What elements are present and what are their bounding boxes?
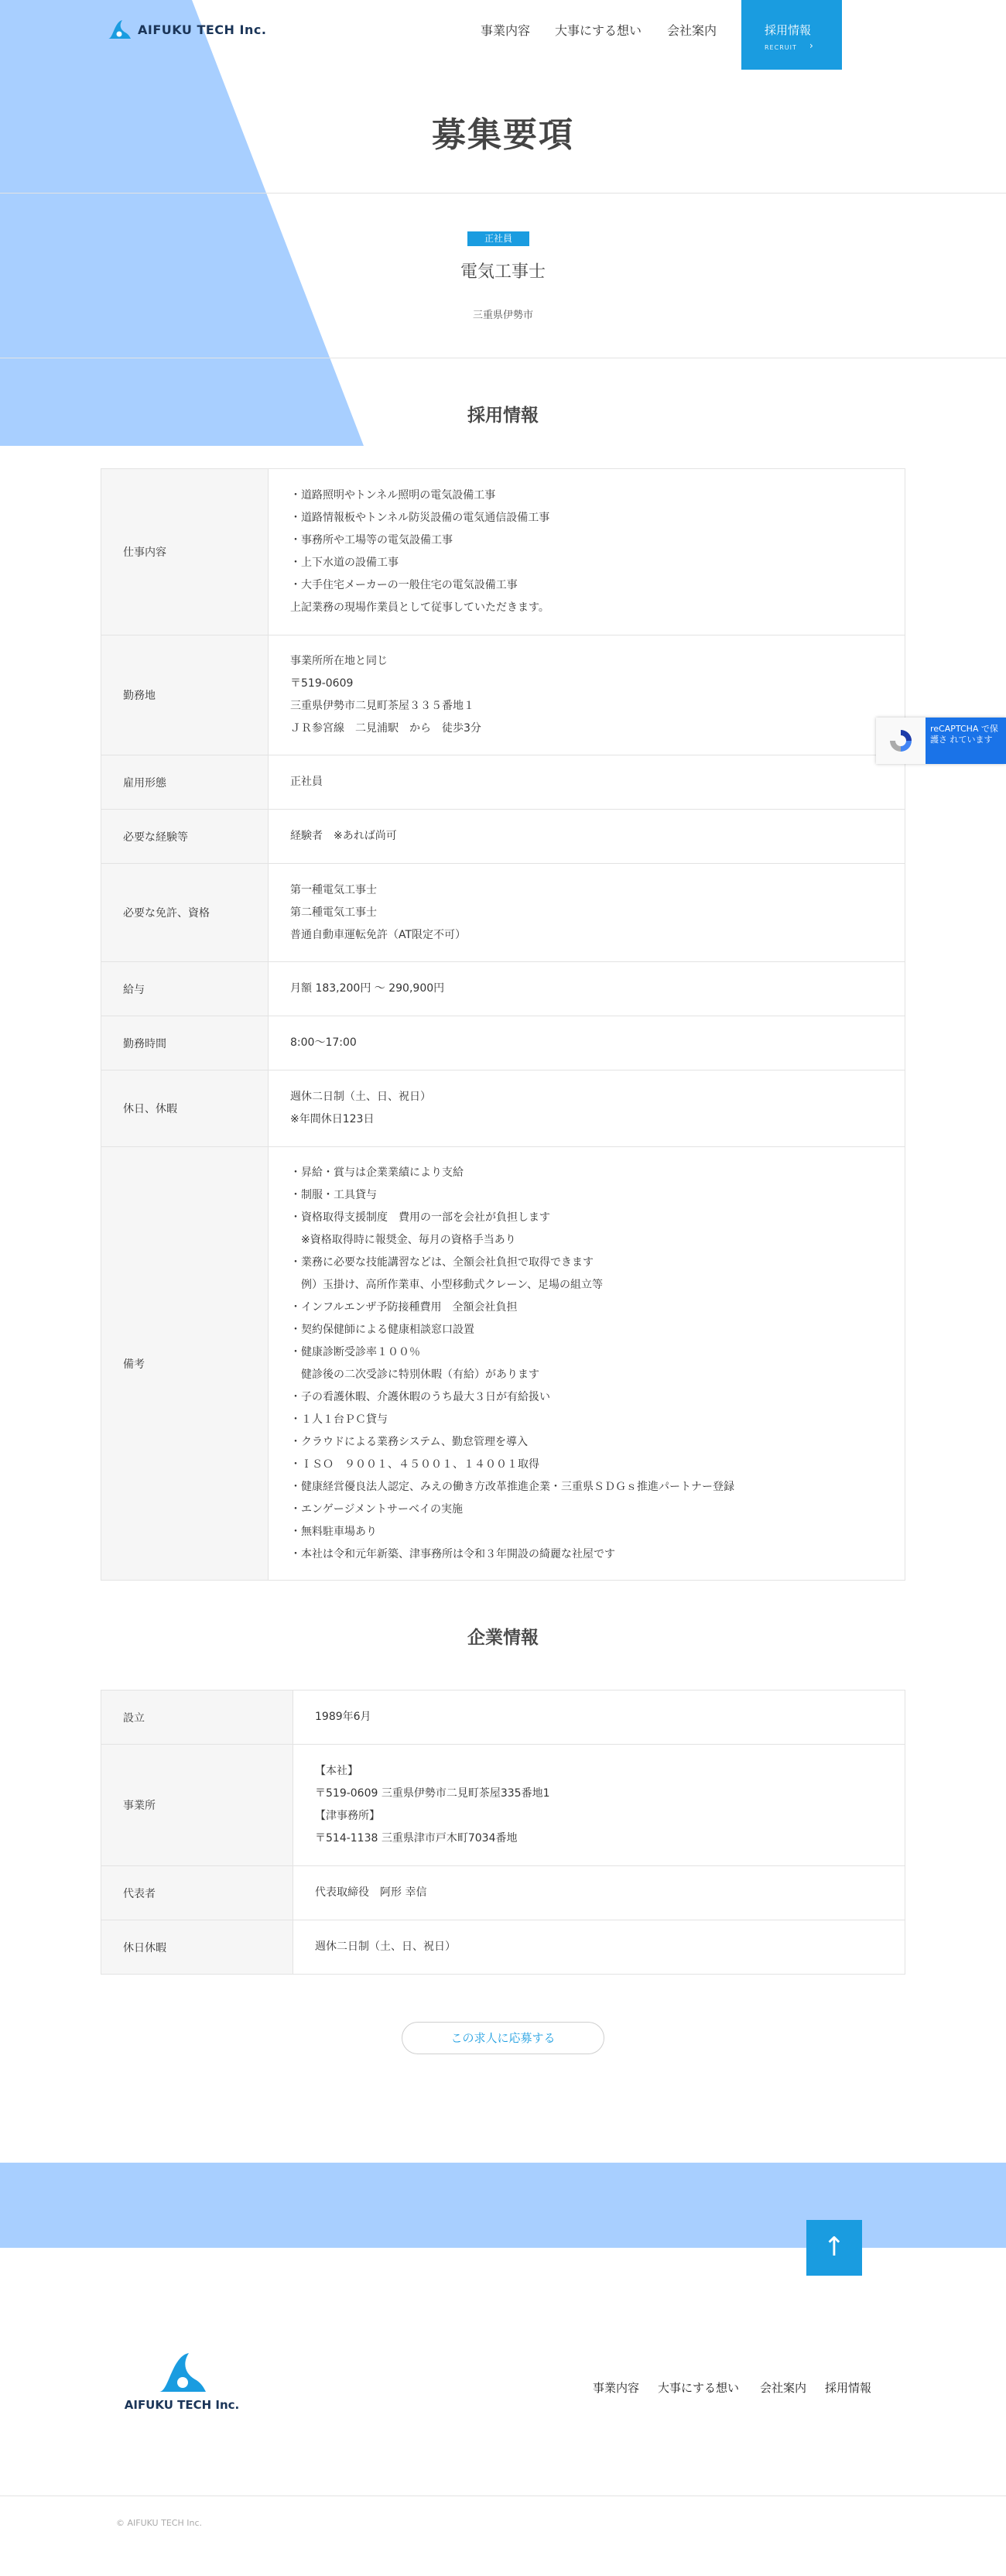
row-value (269, 864, 466, 961)
row-value (269, 1016, 357, 1070)
recaptcha-badge[interactable] (876, 718, 1006, 764)
row-value (269, 469, 549, 635)
value-line: 【本社】 (315, 1765, 358, 1777)
value-line: 【津事務所】 (315, 1810, 380, 1822)
value-line: 第二種電気工事士 (290, 906, 377, 919)
value-line: 代表取締役 阿形 幸信 (315, 1886, 427, 1899)
row-value (269, 810, 397, 863)
row-label: 休日、休暇 (101, 1070, 269, 1146)
row-value (293, 1866, 426, 1920)
row-label: 休日休暇 (101, 1920, 293, 1974)
row-label: 勤務時間 (101, 1016, 269, 1070)
value-line: 月額 183,200円 〜 290,900円 (290, 982, 445, 995)
value-line: ・資格取得支援制度 費用の一部を会社が負担します (290, 1211, 550, 1224)
row-label: 設立 (101, 1690, 293, 1744)
value-line: 1989年6月 (315, 1711, 371, 1723)
value-line: 第一種電気工事士 (290, 883, 377, 896)
table-row (101, 962, 905, 1016)
value-line: ・健康経営優良法人認定、みえの働き方改革推進企業・三重県ＳＤＧｓ推進パートナー登録 (290, 1480, 734, 1493)
footer-nav-business[interactable]: 事業内容 (593, 2381, 640, 2395)
footer-nav-philosophy[interactable]: 大事にする想い (658, 2381, 740, 2395)
value-line: ・上下水道の設備工事 (290, 557, 399, 569)
value-line: 〒514-1138 三重県津市戸木町7034番地 (315, 1832, 518, 1845)
site-logo[interactable] (107, 19, 266, 40)
recruit-section-heading: 採用情報 (467, 406, 539, 426)
table-row (101, 1690, 905, 1745)
value-line: 〒519-0609 三重県伊勢市二見町茶屋335番地1 (315, 1787, 550, 1800)
value-line: 普通自動車運転免許（AT限定不可） (290, 928, 467, 941)
recaptcha-icon (876, 718, 926, 764)
value-line: ・道路照明やトンネル照明の電気設備工事 (290, 489, 496, 502)
logo-wave-icon (156, 2350, 207, 2395)
value-line: ※資格取得時に報奨金、毎月の資格手当あり (290, 1233, 516, 1246)
recaptcha-text: reCAPTCHA で保護さ れています (926, 718, 1006, 764)
value-line: ・道路情報板やトンネル防災設備の電気通信設備工事 (290, 512, 550, 524)
value-line: 8:00〜17:00 (290, 1036, 357, 1049)
site-header (0, 0, 1006, 70)
table-row (101, 755, 905, 810)
value-line: ※年間休日123日 (290, 1113, 375, 1125)
chevron-right-icon: › (809, 40, 813, 51)
value-line: 上記業務の現場作業員として従事していただきます。 (290, 601, 549, 614)
row-value (293, 1745, 549, 1865)
copyright: © AIFUKU TECH Inc. (116, 2518, 202, 2528)
row-value (269, 1070, 431, 1146)
value-line: ・制服・工具貸与 (290, 1188, 377, 1201)
footer-logo-text: AIFUKU TECH Inc. (124, 2398, 240, 2412)
recruit-button-sub: RECRUIT (765, 44, 797, 51)
row-value (269, 1147, 734, 1580)
page-title: 募集要項 (432, 115, 574, 155)
nav-company[interactable]: 会社案内 (667, 23, 717, 38)
row-label: 事業所 (101, 1745, 293, 1865)
value-line: ・エンゲージメントサーベイの実施 (290, 1502, 464, 1516)
table-row (101, 1866, 905, 1920)
recruit-table (101, 468, 905, 1581)
table-row (101, 1070, 905, 1147)
row-label: 勤務地 (101, 635, 269, 755)
row-value (269, 962, 444, 1016)
table-row (101, 469, 905, 635)
row-value (293, 1690, 371, 1744)
table-row (101, 810, 905, 864)
table-row (101, 1920, 905, 1975)
table-row (101, 1745, 905, 1866)
value-line: ・大手住宅メーカーの一般住宅の電気設備工事 (290, 579, 518, 591)
value-line: ・無料駐車場あり (290, 1525, 377, 1538)
value-line: ・事務所や工場等の電気設備工事 (290, 534, 453, 546)
row-label: 必要な経験等 (101, 810, 269, 863)
table-row (101, 1016, 905, 1070)
value-line: 事業所所在地と同じ (290, 655, 388, 667)
value-line: ・子の看護休暇、介護休暇のうち最大３日が有給扱い (290, 1390, 550, 1403)
value-line: ・インフルエンザ予防接種費用 全額会社負担 (290, 1300, 518, 1314)
nav-philosophy[interactable]: 大事にする想い (555, 23, 642, 38)
page-top-arrow-icon[interactable]: ↑ (806, 2220, 862, 2276)
value-line: 経験者 ※あれば尚可 (290, 830, 397, 842)
value-line: ・ＩＳＯ ９００１、４５００１、１４００１取得 (290, 1458, 539, 1471)
recruit-button-label: 採用情報 (765, 23, 812, 37)
value-line: 〒519-0609 (290, 677, 354, 690)
employment-type-badge: 正社員 (467, 231, 529, 246)
divider (0, 193, 1006, 194)
row-value (269, 755, 323, 809)
nav-recruit-button[interactable] (741, 0, 842, 70)
value-line: ・健康診断受診率１００％ (290, 1345, 420, 1358)
row-value (293, 1920, 456, 1974)
job-title: 電気工事士 (460, 262, 546, 282)
value-line: ・クラウドによる業務システム、勤怠管理を導入 (290, 1435, 529, 1448)
value-line: ・業務に必要な技能講習などは、全額会社負担で取得できます (290, 1255, 594, 1269)
value-line: 週休二日制（土、日、祝日） (315, 1941, 456, 1953)
row-label: 仕事内容 (101, 469, 269, 635)
value-line: ・契約保健師による健康相談窓口設置 (290, 1323, 474, 1336)
apply-button[interactable]: この求人に応募する (402, 2022, 604, 2054)
value-line: 正社員 (290, 776, 323, 788)
value-line: ＪＲ参宮線 二見浦駅 から 徒歩3分 (290, 722, 481, 735)
value-line: 週休二日制（土、日、祝日） (290, 1091, 431, 1103)
row-label: 給与 (101, 962, 269, 1016)
row-label: 備考 (101, 1147, 269, 1580)
nav-business[interactable]: 事業内容 (481, 23, 531, 38)
table-row (101, 1147, 905, 1581)
table-row (101, 864, 905, 962)
value-line: ・１人１台ＰＣ貸与 (290, 1413, 388, 1426)
value-line: 例）玉掛け、高所作業車、小型移動式クレーン、足場の組立等 (290, 1278, 604, 1291)
company-section-heading: 企業情報 (467, 1628, 539, 1648)
row-label: 代表者 (101, 1866, 293, 1920)
job-location: 三重県伊勢市 (472, 310, 533, 321)
row-label: 必要な免許、資格 (101, 864, 269, 961)
row-value (269, 635, 481, 755)
footer-nav-company[interactable]: 会社案内 (760, 2381, 807, 2395)
logo-text: AIFUKU TECH Inc. (138, 22, 267, 37)
value-line: ・本社は令和元年新築、津事務所は令和３年開設の綺麗な社屋です (290, 1547, 615, 1560)
row-label: 雇用形態 (101, 755, 269, 809)
footer-nav-recruit[interactable]: 採用情報 (825, 2381, 872, 2395)
logo-wave-icon (107, 19, 132, 40)
company-table (101, 1690, 905, 1975)
footer-logo[interactable] (124, 2350, 240, 2412)
value-line: 健診後の二次受診に特別休暇（有給）があります (290, 1368, 539, 1381)
table-row (101, 635, 905, 755)
value-line: ・昇給・賞与は企業業績により支給 (290, 1166, 464, 1179)
value-line: 三重県伊勢市二見町茶屋３３５番地１ (290, 700, 474, 712)
